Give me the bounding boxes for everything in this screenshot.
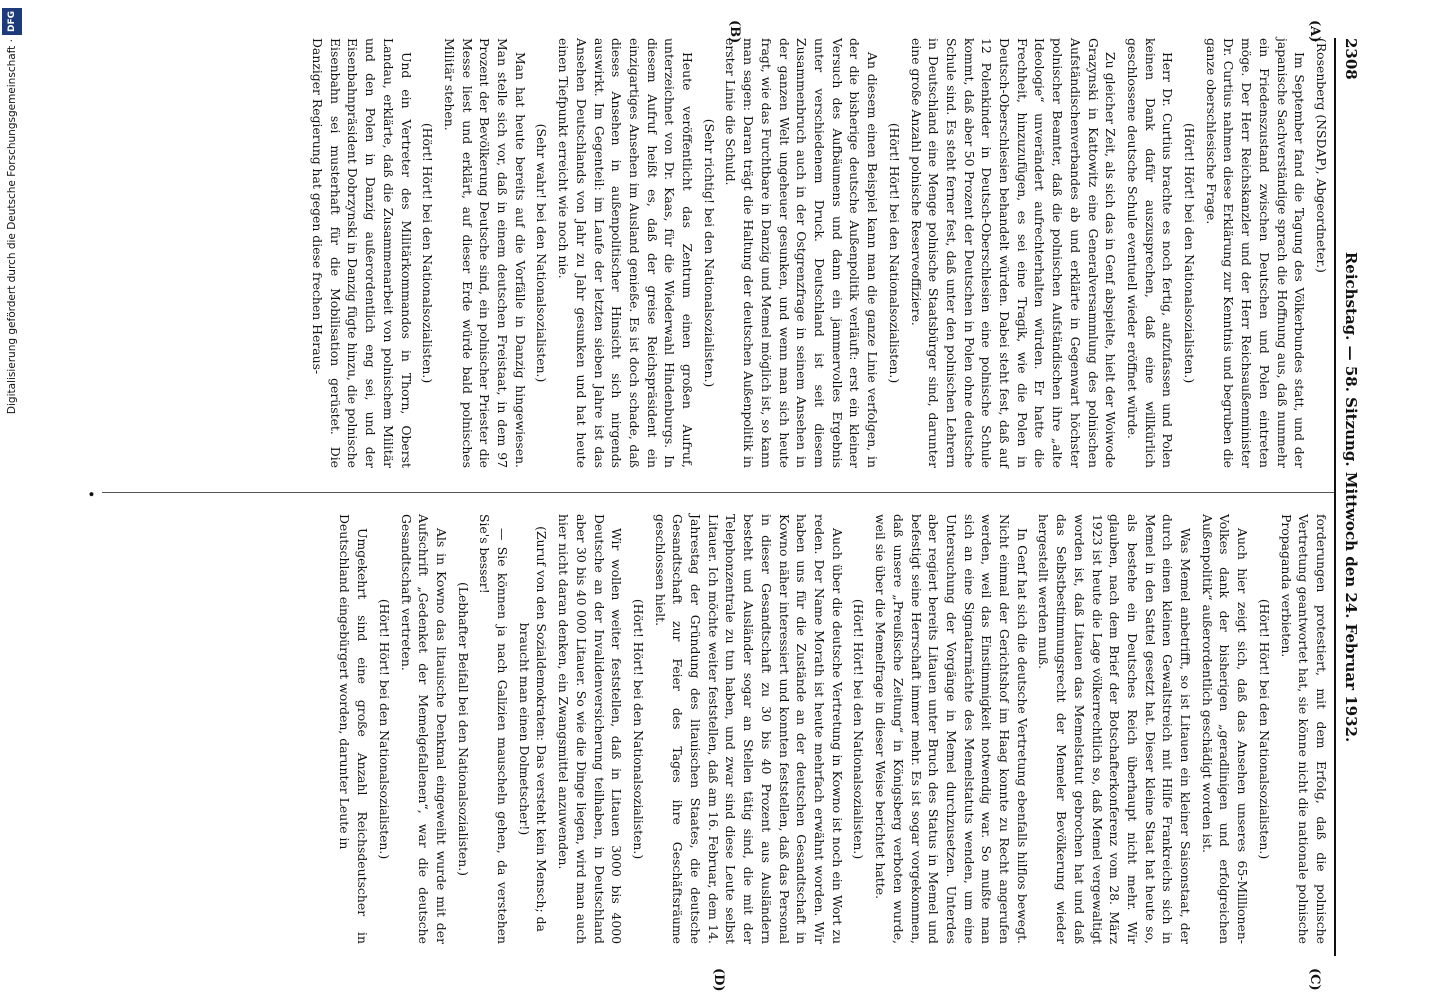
paragraph: Zu gleicher Zeit, als sich das in Genf abspielte, hielt der Woiwode Grazynski in Kattowitz eine Generalversammlung des polnischen Aufständischenverbandes ab und erklärte in Gegenwart höchster polnischer Beamter, daß die polnischen Aufständischen ihre „alte Ideologie“ unverändert aufrechterhalten würden. Er hatte die Frechheit, hinzuzufügen, es sei eine Tragik, wie die Polen in Deutsch-Oberschlesien behandelt würden. Dabei steht fest, daß auf 12 Polenkinder in Deutsch-Oberschlesien eine polnische Schule kommt, daß aber 50 Prozent der Deutschen in Polen ohne deutsche Schule sind. Es steht ferner fest, daß unter den polnischen Lehrern in Deutschland eine Menge polnische Staatsbürger sind, darunter eine große Anzahl polnische Reserveoffiziere. [908, 38, 1119, 468]
paragraph: (Hört! Hört! bei den Nationalsozialisten.) [420, 122, 436, 384]
right-column [332, 514, 1330, 944]
left-column [304, 38, 1330, 468]
page-title: Reichstag. — 58. Sitzung. Mittwoch den 24. Februar 1932. [1342, 251, 1360, 743]
paragraph: (Rosenberg (NSDAP), Abgeordneter.) [1314, 38, 1329, 273]
ink-mark: • [82, 490, 98, 499]
paragraph: (Hört! Hört! bei den Nationalsozialisten.) [630, 598, 646, 860]
margin-marker-b: (B) [727, 20, 742, 44]
paragraph: (Hört! Hört! bei den Nationalsozialisten.) [851, 598, 867, 860]
paragraph: An diesem einen Beispiel kann man die ganze Linie verfolgen, in der die bisherige deutsche Außenpolitik verläuft: erst ein kleiner Versuch des Aufbäumens und dann ein jammervolles Ergebnis unter verschiedenem Druck. Deutschland ist seit diesem Zusammenbruch auch in der Ostgrenzfrage in seinem Ansehen in der ganzen Welt ungeheuer gesunken, und wenn man sich heute fragt, wie das Furchtbare in Danzig und Memel möglich ist, so kann man sagen: Daran trägt die Haltung der deutschen Außenpolitik in erster Linie die Schuld. [723, 38, 881, 468]
header-rule [1334, 38, 1336, 956]
paragraph: In Genf hat sich die deutsche Vertretung ebenfalls hilflos bewegt. Nicht einmal der Gerichtshof im Haag konnte zu Recht angerufen werden, weil das Einstimmigkeit notwendig war. So mußte man sich an eine Signatarmächte des Memelstatuts wenden, um eine Untersuchung der Vorgänge in Memel durchzusetzen. Unterdes aber regiert bereits Litauen unter Bruch des Status in Memel und befestigt seine Herrschaft immer mehr. Es ist sogar vorgekommen, daß unsere „Preußische Zeitung“ in Königsberg verboten wurde, weil sie über die Memelfrage in dieser Weise berichtet hatte. [873, 514, 1030, 944]
paragraph: Auch hier zeigt sich, daß das Ansehen unseres 65-Millionen-Volkes dank der bisherigen „geradlinigen und erfolgreichen Außenpolitik“ außerordentlich geschädigt worden ist. [1199, 514, 1251, 944]
footer-text: Digitalisierung gefördert durch die Deutsche Forschungsgemeinschaft · [6, 39, 18, 415]
paragraph: (Sehr wahr! bei den Nationalsozialisten.) [534, 123, 550, 383]
paragraph: Heute veröffentlicht das Zentrum einen großen Aufruf, unterzeichnet von Dr. Kaas, für die Wiederwahl Hindenburgs. In diesem Aufruf heißt es, daß der greise Reichspräsident ein einzigartiges Ansehen im Ausland genieße. Es ist doch schade, daß dieses Ansehen in außenpolitischer Hinsicht sich nirgends auswirkt. Im Gegenteil: im Laufe der letzten sieben Jahre ist das Ansehen Deutschlands von Jahr zu Jahr gesunken und hat heute einen Tiefpunkt erreicht wie noch nie. [556, 38, 696, 468]
paragraph: forderungen protestiert, mit dem Erfolg, daß die polnische Vertretung geantwortet hat, sie könne nicht die nationale polnische Propaganda verbieten. [1278, 514, 1329, 944]
paragraph: Herr Dr. Curtius brachte es noch fertig, aufzufassen und Polen keinen Dank dafür auszusprechen, daß eine willkürlich geschlossene deutsche Schule eventuell wieder eröffnet würde. [1124, 38, 1176, 468]
footer-strip [2, 0, 20, 1000]
paragraph: (Zuruf von den Sozialdemokraten: Das versteht kein Mensch; da braucht man einen Dolmetscher!) [516, 526, 550, 932]
margin-marker-a: (A) [1307, 20, 1322, 43]
paragraph: Umgekehrt sind eine große Anzahl Reichsdeutscher in Deutschland eingebürgert worden, darunter Leute in [337, 514, 371, 944]
paragraph: Wir wollen weiter feststellen, daß in Litauen 3000 bis 4000 Deutsche an der Invalidenversicherung teilhaben, in Deutschland aber 30 bis 40 000 Litauer. So wie die Dinge liegen, wird man auch hier nicht daran denken, ein Zwangsmittel anzuwenden. [556, 514, 625, 944]
page-header [1338, 38, 1364, 956]
paragraph: (Hört! Hört! bei den Nationalsozialisten.) [1256, 598, 1272, 860]
paragraph: Was Memel anbetrifft, so ist Litauen ein kleiner Saisonstaat, der durch einen kleinen Gewaltstreich mit Hilfe Frankreichs sich in Memel in den Sattel gesetzt hat. Dieser kleine Staat hat heute so, als bestehe ein Deutsches Reich überhaupt nicht mehr. Wir glauben, nach dem Brief der Botschafterkonferenz vom 28. März 1923 ist heute die Lage völkerrechtlich so, daß Memel vergewaltigt worden ist, daß Litauen das Memelstatut gebrochen hat und daß das Selbstbestimmungsrecht der Memeler Bevölkerung wieder hergestellt werden muß. [1036, 514, 1194, 944]
page-number: 2308 [1342, 38, 1360, 80]
margin-marker-c: (C) [1307, 968, 1322, 991]
paragraph: Auch über die deutsche Vertretung in Kowno ist noch ein Wort zu reden. Der Name Morath ist heute mehrfach erwähnt worden. Wir haben uns für die Zustände an der deutschen Gesandtschaft in Kowno näher interessiert und konnten feststellen, daß das Personal in dieser Gesandtschaft zu 30 bis 40 Prozent aus Ausländern besteht und Ausländer sogar an Stellen tätig sind, die mit der Telephonzentrale zu tun haben, und zwar sind diese Leute selbst Litauer. Ich möchte weiter feststellen, daß am 16. Februar, dem 14. Jahrestag der Gründung des litauischen Staates, die deutsche Gesandtschaft zur Feier des Tages ihre Geschäftsräume geschlossen hielt. [652, 514, 845, 944]
paragraph: Und ein Vertreter des Militärkommandos in Thorn, Oberst Landau, erklärte, daß die Zusammenarbeit von polnischem Militär und den Polen in Danzig außerordentlich eng sei, und der Eisenbahnpräsident Dobrzynski in Danzig fügte hinzu, die polnische Eisenbahn sei musterhaft für die Mobilisation gerüstet. Die Danziger Regierung hat gegen diese frechen Heraus- [310, 38, 414, 468]
margin-marker-d: (D) [711, 968, 726, 992]
paragraph: Im September fand die Tagung des Völkerbundes statt, und der japanische Sachverständige sprach die Hoffnung aus, daß nunmehr ein Friedenszustand zwischen Deutschen und Polen eintreten möge. Der Herr Reichskanzler und der Herr Reichsaußenminister Dr. Curtius nahmen diese Erklärung zur Kenntnis und begruben die ganze oberschlesische Frage. [1203, 38, 1308, 468]
paragraph: Man hat heute bereits auf die Vorfälle in Danzig hingewiesen. Man stelle sich vor, daß in einem deutschen Freistaat, in dem 97 Prozent der Bevölkerung Deutsche sind, ein polnischer Priester die Messe liest und erklärt, auf dieser Erde würde bald polnisches Militär stehen. [441, 38, 528, 468]
paragraph: (Hört! Hört! bei den Nationalsozialisten.) [886, 122, 902, 384]
paragraph: Als in Kowno das litauische Denkmal eingeweiht wurde mit der Aufschrift „Gedenket der Memelgefallenen“, war die deutsche Gesandtschaft vertreten. [398, 514, 449, 944]
paragraph: (Hört! Hört! bei den Nationalsozialisten.) [376, 598, 392, 860]
paragraph: — Sie können ja nach Galizien mauscheln gehen, da verstehen Sie's besser! [477, 514, 511, 944]
dfg-logo: DFG [2, 8, 22, 35]
column-divider [102, 492, 1334, 493]
paragraph: (Lebhafter Beifall bei den Nationalsozialisten.) [455, 581, 471, 877]
paragraph: (Sehr richtig! bei den Nationalsozialisten.) [701, 118, 717, 388]
paragraph: (Hört! Hört! bei den Nationalsozialisten.) [1182, 122, 1198, 384]
